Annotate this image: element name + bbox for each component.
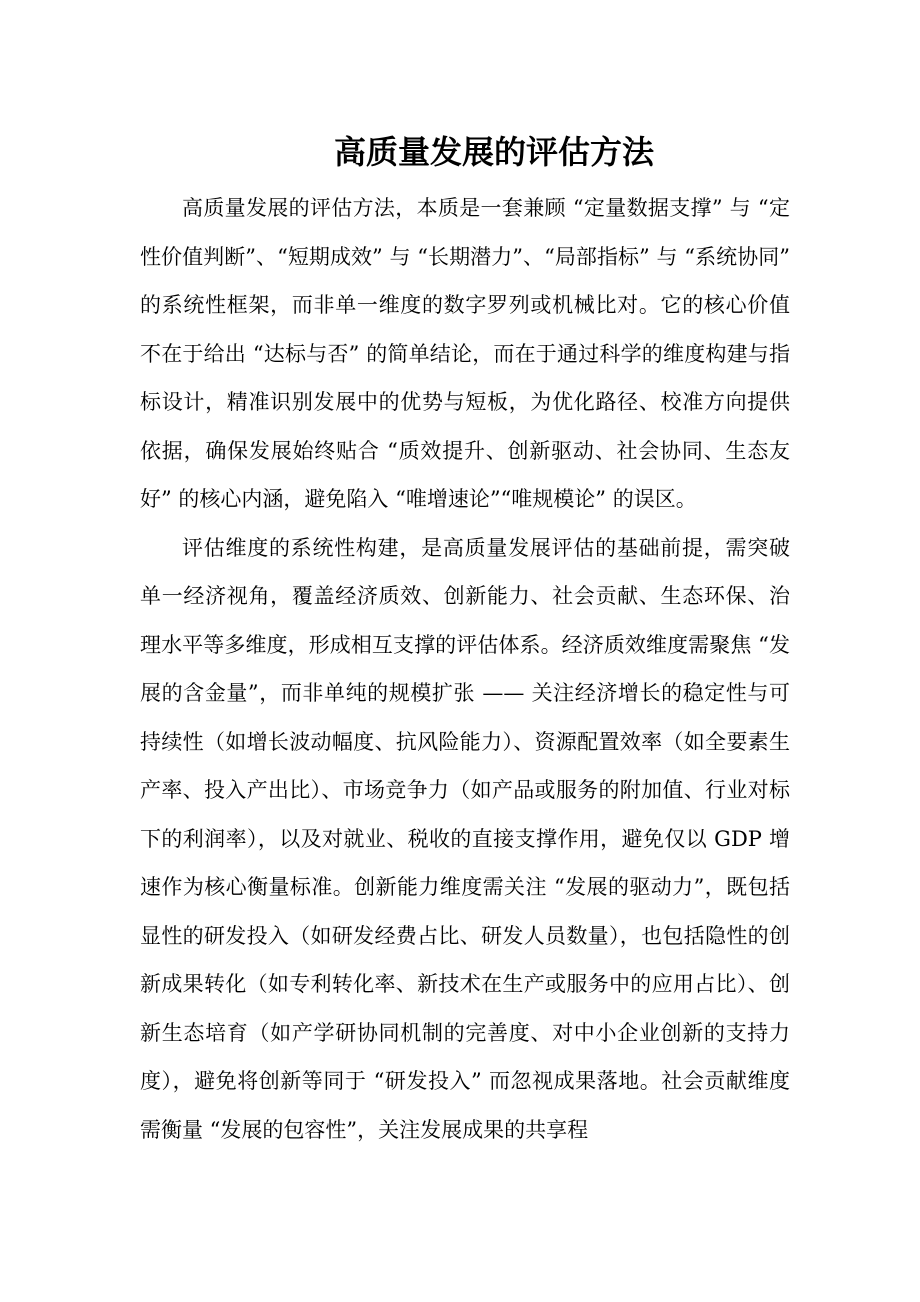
document-title: 高质量发展的评估方法 <box>333 133 654 171</box>
paragraph-dimensions: 评估维度的系统性构建，是高质量发展评估的基础前提，需突破单一经济视角，覆盖经济质效、创新能力、社会贡献、生态环保、治理水平等多维度，形成相互支撑的评估体系。经济质效维度需聚焦 “发展的含金量”，而非单纯的规模扩张 —— 关注经济增长的稳定性与可持续性（如增长波动幅度、抗风险能力）、资源配置效率（如全要素生产率、投入产出比）、市场竞争力（如产品或服务的附加值、行业对标下的利润率），以及对就业、税收的直接支撑作用，避免仅以 GDP 增速作为核心衡量标准。创新能力维度需关注 “发展的驱动力”，既包括显性的研发投入（如研发经费占比、研发人员数量），也包括隐性的创新成果转化（如专利转化率、新技术在生产或服务中的应用占比）、创新生态培育（如产学研协同机制的完善度、对中小企业创新的支持力度），避免将创新等同于 “研发投入” 而忽视成果落地。社会贡献维度需衡量 “发展的包容性”，关注发展成果的共享程 <box>140 535 790 1142</box>
document-body <box>140 184 790 1154</box>
paragraph-intro: 高质量发展的评估方法，本质是一套兼顾 “定量数据支撑” 与 “定性价值判断”、“短期成效” 与 “长期潜力”、“局部指标” 与 “系统协同” 的系统性框架，而非单一维度的数字罗列或机械比对。它的核心价值不在于给出 “达标与否” 的简单结论，而在于通过科学的维度构建与指标设计，精准识别发展中的优势与短板，为优化路径、校准方向提供依据，确保发展始终贴合 “质效提升、创新驱动、社会协同、生态友好” 的核心内涵，避免陷入 “唯增速论”“唯规模论” 的误区。 <box>140 196 790 511</box>
